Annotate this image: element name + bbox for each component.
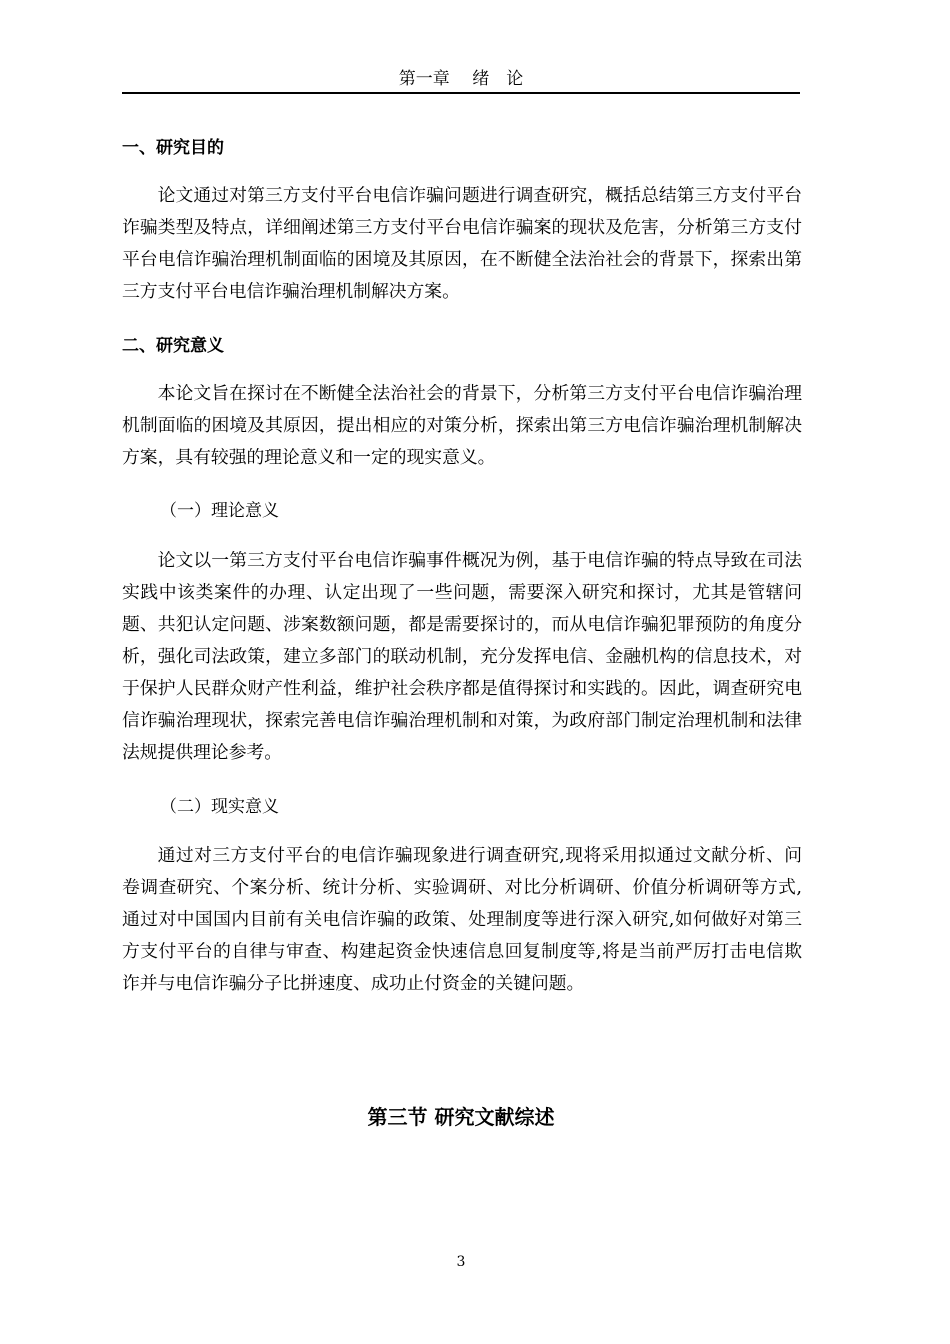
heading-research-significance: 二、研究意义 (122, 336, 224, 356)
section-title-literature-review: 第三节 研究文献综述 (367, 1105, 555, 1129)
page-header: 第一章 绪 论 (122, 66, 800, 94)
subheading-theoretical-significance: （一）理论意义 (160, 501, 279, 521)
paragraph-theoretical-significance: 论文以一第三方支付平台电信诈骗事件概况为例，基于电信诈骗的特点导致在司法实践中该类案件的办理、认定出现了一些问题，需要深入研究和探讨，尤其是管辖问题、共犯认定问题、涉案数额问题，都是需要探讨的，而从电信诈骗犯罪预防的角度分析，强化司法政策，建立多部门的联动机制，充分发挥电信、金融机构的信息技术，对于保护人民群众财产性利益，维护社会秩序都是值得探讨和实践的。因此，调查研究电信诈骗治理现状，探索完善电信诈骗治理机制和对策，为政府部门制定治理机制和法律法规提供理论参考。 (122, 550, 802, 763)
subheading-practical-significance: （二）现实意义 (160, 797, 279, 817)
paragraph-research-significance: 本论文旨在探讨在不断健全法治社会的背景下，分析第三方支付平台电信诈骗治理机制面临的困境及其原因，提出相应的对策分析，探索出第三方电信诈骗治理机制解决方案，具有较强的理论意义和一定的现实意义。 (122, 383, 802, 468)
paragraph-research-purpose: 论文通过对第三方支付平台电信诈骗问题进行调查研究，概括总结第三方支付平台诈骗类型及特点，详细阐述第三方支付平台电信诈骗案的现状及危害，分析第三方支付平台电信诈骗治理机制面临的困境及其原因，在不断健全法治社会的背景下，探索出第三方支付平台电信诈骗治理机制解决方案。 (122, 185, 802, 302)
heading-research-purpose: 一、研究目的 (122, 138, 224, 158)
page-number: 3 (456, 1254, 466, 1270)
paragraph-practical-significance: 通过对三方支付平台的电信诈骗现象进行调查研究,现将采用拟通过文献分析、问卷调查研究、个案分析、统计分析、实验调研、对比分析调研、价值分析调研等方式,通过对中国国内目前有关电信诈骗的政策、处理制度等进行深入研究,如何做好对第三方支付平台的自律与审查、构建起资金快速信息回复制度等,将是当前严厉打击电信欺诈并与电信诈骗分子比拼速度、成功止付资金的关键问题。 (122, 845, 802, 994)
